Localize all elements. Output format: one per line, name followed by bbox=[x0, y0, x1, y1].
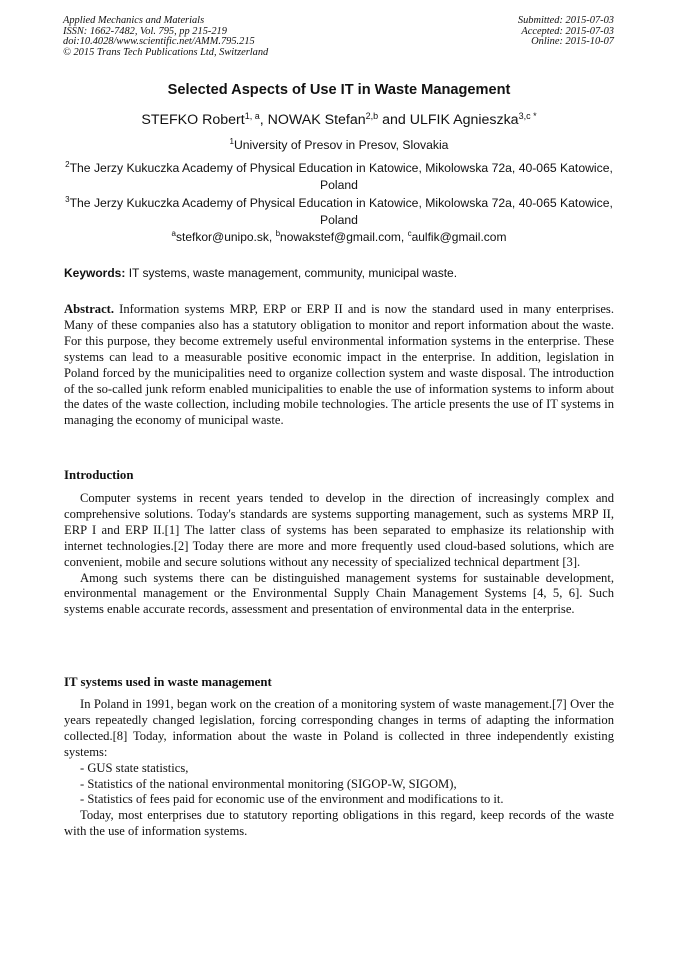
affiliation bbox=[60, 137, 618, 154]
section-heading: IT systems used in waste management bbox=[64, 675, 272, 689]
paper-title: Selected Aspects of Use IT in Waste Management bbox=[167, 82, 511, 98]
author-separator: and bbox=[378, 112, 410, 128]
submitted-date: Submitted: 2015-07-03 bbox=[517, 15, 614, 26]
email-mark: b bbox=[275, 229, 281, 238]
paragraph: Computer systems in recent years tended to develop in the direction of increasingly complex and comprehensive solutions. Today's standards are systems supporting management, such as systems MRP II, ERP I and ERP II.[1] The latter class of systems has been separated to emphasize its relationship with internet technologies.[2] Today there are more and more frequently used cloud-based solutions, which are convenient, mobile and secure solutions without any necessity of specialized technical department [3]. bbox=[64, 491, 614, 569]
affiliation-number: 2 bbox=[65, 160, 70, 169]
author-name: NOWAK Stefan bbox=[267, 112, 366, 128]
affiliation bbox=[60, 160, 618, 194]
journal-name: Applied Mechanics and Materials bbox=[63, 15, 205, 26]
affiliation-text: The Jerzy Kukuczka Academy of Physical Education in Katowice, Mikolowska 72a, 40-065 Katowice, Poland bbox=[69, 196, 613, 227]
email-address[interactable]: stefkor@unipo.sk, bbox=[176, 230, 276, 244]
paragraph: Among such systems there can be distinguished management systems for sustainable development, environmental management or the Environmental Supply Chain Management Systems [4, 5, 6]. Such systems enable accurate records, assessment and presentation of environmental data in the enterprise. bbox=[64, 570, 614, 617]
accepted-date: Accepted: 2015-07-03 bbox=[521, 25, 614, 37]
paragraph: In Poland in 1991, began work on the creation of a monitoring system of waste management.[7] Over the years repeatedly changed legislation, forcing corresponding changes in terms of adapting the information collected.[8] Today, information about the waste in Poland is collected in three independently existing systems: bbox=[64, 697, 614, 759]
author-affiliation-mark: 3,c * bbox=[518, 111, 537, 121]
it-section-body bbox=[64, 697, 614, 840]
paragraph: Today, most enterprises due to statutory reporting obligations in this regard, keep records of the waste with the use of information systems. bbox=[64, 808, 614, 839]
email-address[interactable]: aulfik@gmail.com bbox=[411, 230, 507, 244]
author-affiliation-mark: 1, a bbox=[244, 111, 260, 121]
affiliation-number: 1 bbox=[229, 137, 234, 146]
introduction-body bbox=[64, 491, 614, 618]
email-mark: a bbox=[171, 229, 176, 238]
journal-info bbox=[63, 16, 268, 58]
author-name: STEFKO Robert bbox=[141, 112, 245, 128]
affiliation-text: The Jerzy Kukuczka Academy of Physical Education in Katowice, Mikolowska 72a, 40-065 Katowice, Poland bbox=[69, 161, 613, 192]
keywords-label: Keywords: bbox=[64, 266, 126, 280]
email-mark: c bbox=[407, 229, 412, 238]
author-affiliation-mark: 2,b bbox=[365, 111, 379, 121]
affiliation-text: University of Presov in Presov, Slovakia bbox=[233, 138, 449, 152]
abstract-text: Information systems MRP, ERP or ERP II and is now the standard used in many enterprises. Many of these companies also has a statutory obligation to monitor and report information about the waste. For this purpose, they become extremely useful environmental information systems in the enterprise. These systems can lead to a measurable positive economic impact in the enterprise. In addition, legislation in Poland forced by the municipalities need to organize collection system and waste disposal. The introduction of the so-called junk reform enabled municipalities to enable the use of information systems to inform about the dates of the waste collection, including mobile technologies. The article presents the use of IT systems in managing the economy of municipal waste. bbox=[64, 302, 614, 428]
author-separator: , bbox=[259, 112, 268, 128]
affiliation bbox=[60, 195, 618, 229]
author-name: ULFIK Agnieszka bbox=[409, 112, 519, 128]
keywords-text: IT systems, waste management, community, municipal waste. bbox=[125, 266, 458, 280]
copyright: © 2015 Trans Tech Publications Ltd, Switzerland bbox=[63, 46, 269, 58]
abstract-label: Abstract. bbox=[64, 302, 115, 316]
keywords bbox=[64, 266, 616, 280]
list-item: - Statistics of fees paid for economic use of the environment and modifications to it. bbox=[80, 792, 504, 807]
list-item: - GUS state statistics, bbox=[80, 760, 189, 775]
publication-dates bbox=[518, 16, 614, 48]
online-date: Online: 2015-10-07 bbox=[531, 36, 614, 48]
list-item: - Statistics of the national environmental monitoring (SIGOP-W, SIGOM), bbox=[80, 776, 457, 791]
section-heading: Introduction bbox=[64, 468, 134, 482]
abstract bbox=[64, 302, 614, 429]
issn: ISSN: 1662-7482, Vol. 795, pp 215-219 bbox=[63, 25, 227, 37]
email-list bbox=[0, 230, 678, 244]
email-address[interactable]: nowakstef@gmail.com, bbox=[280, 230, 408, 244]
affiliation-number: 3 bbox=[65, 195, 70, 204]
doi: doi:10.4028/www.scientific.net/AMM.795.215 bbox=[63, 36, 255, 48]
author-list bbox=[0, 112, 678, 128]
